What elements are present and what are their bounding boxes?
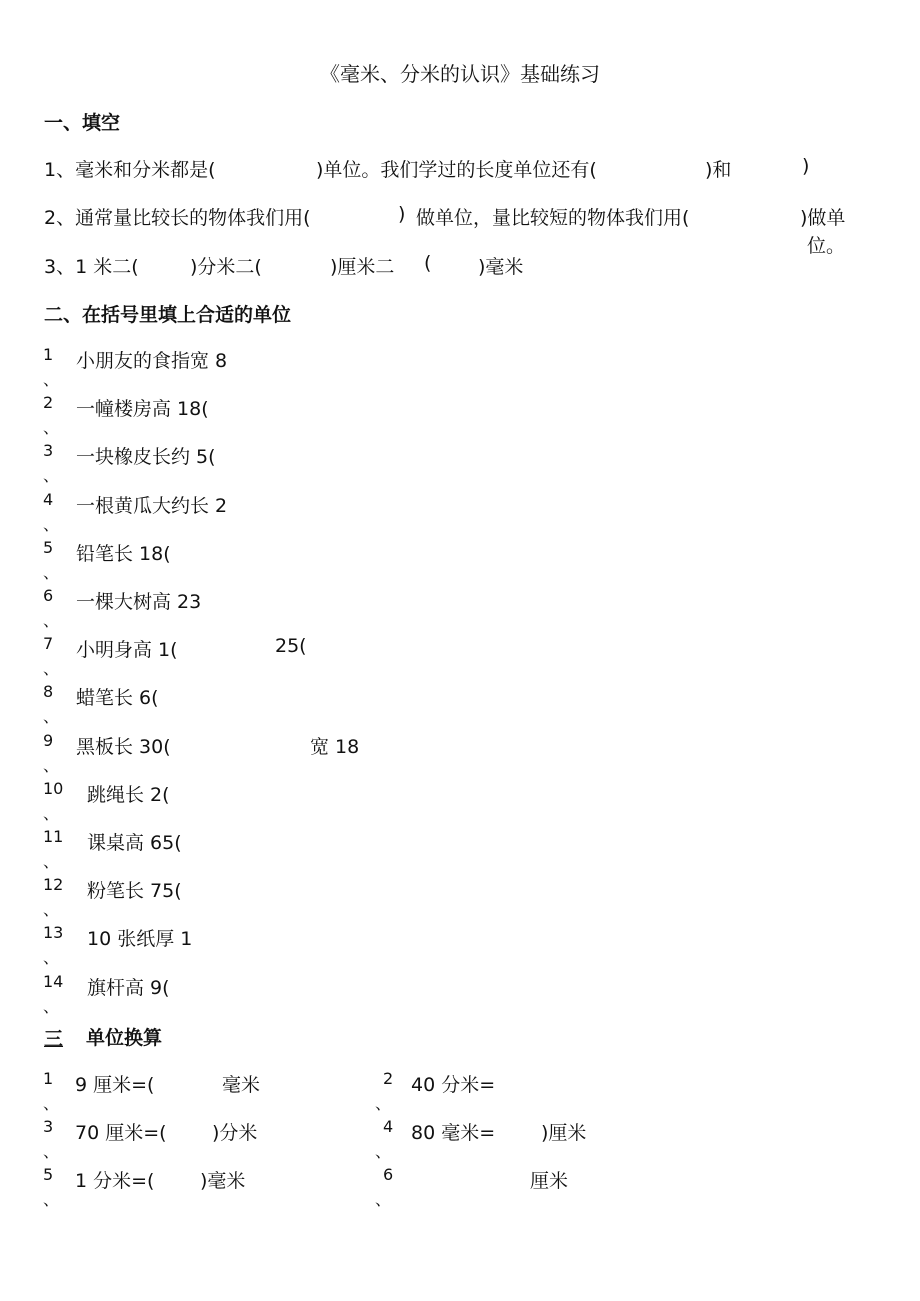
item-comma: 、 [43, 948, 60, 968]
item-number: 7 [43, 634, 54, 654]
item-unit: )厘米 [541, 1122, 587, 1144]
item-number: 3 [43, 1117, 54, 1136]
item-text: 一根黄瓜大约长 2 [76, 494, 228, 517]
item-text: 一棵大树高 23 [76, 591, 202, 613]
page-title: 《毫米、分米的认识》基础练习 [320, 62, 600, 86]
item-text: 旗杆高 9( [87, 976, 170, 999]
item-expression: 80 毫米= [411, 1122, 496, 1144]
item-expression: 1 分米=( [75, 1170, 155, 1192]
q2-part-a: 2、通常量比较长的物体我们用( [44, 207, 311, 229]
item-comma: 、 [43, 1094, 60, 1113]
item-text: 小朋友的食指宽 8 [76, 350, 228, 372]
item-comma: 、 [43, 611, 60, 630]
item-number: 1 [43, 345, 54, 364]
item-number: 11 [43, 827, 64, 846]
section2-heading: 二、在括号里填上合适的单位 [44, 304, 292, 326]
item-comma: 、 [43, 803, 60, 823]
item-text: 10 张纸厚 1 [87, 928, 193, 951]
section3-heading-num: 三 [44, 1028, 64, 1050]
item-comma: 、 [43, 1142, 60, 1161]
q2-part-e: 位。 [807, 235, 846, 257]
q2-part-b: ) [398, 203, 406, 225]
item-number: 13 [43, 923, 64, 943]
item-text: 跳绳长 2( [87, 783, 170, 806]
item-extra-text: 宽 18 [310, 735, 360, 758]
item-text: 粉笔长 75( [87, 880, 182, 903]
item-number: 2 [383, 1069, 394, 1088]
item-number: 2 [43, 393, 54, 413]
item-text: 铅笔长 18( [76, 542, 171, 565]
item-comma: 、 [43, 418, 60, 438]
item-text: 蜡笔长 6( [76, 687, 159, 710]
item-unit: )分米 [212, 1122, 258, 1144]
item-text: 一幢楼房高 18( [76, 398, 209, 421]
item-comma: 、 [43, 562, 60, 582]
q1-part-a: 1、毫米和分米都是( [44, 159, 216, 181]
item-number: 10 [43, 778, 64, 798]
item-comma: 、 [43, 514, 60, 534]
item-number: 6 [383, 1165, 394, 1184]
item-number: 6 [43, 586, 54, 605]
item-comma: 、 [43, 996, 60, 1016]
item-number: 4 [43, 489, 54, 509]
item-number: 1 [43, 1069, 54, 1088]
item-comma: 、 [43, 900, 60, 920]
item-number: 8 [43, 682, 54, 702]
q1-part-b: )单位。我们学过的长度单位还有( [316, 159, 597, 181]
item-unit: 厘米 [530, 1170, 569, 1192]
q2-part-d: )做单 [800, 207, 846, 229]
item-comma: 、 [43, 1190, 60, 1209]
item-expression: 40 分米= [411, 1074, 496, 1096]
q3-part-d: ( [424, 252, 432, 274]
item-text: 黑板长 30( [76, 735, 171, 758]
q3-part-e: )毫米 [478, 256, 524, 278]
q3-part-a: 3、1 米二( [44, 256, 139, 278]
q3-part-b: )分米二( [190, 256, 262, 278]
item-text: 课桌高 65( [87, 832, 182, 854]
item-number: 9 [43, 730, 54, 750]
item-unit: 毫米 [222, 1074, 261, 1096]
item-comma: 、 [43, 466, 60, 486]
q2-part-c: 做单位，量比较短的物体我们用( [416, 207, 690, 229]
item-comma: 、 [375, 1094, 392, 1113]
item-expression: 9 厘米=( [75, 1074, 155, 1096]
item-text: 小明身高 1( [76, 639, 178, 662]
q1-part-c: )和 [705, 159, 732, 181]
item-text: 一块橡皮长约 5( [76, 446, 216, 469]
item-number: 5 [43, 1165, 54, 1184]
item-number: 12 [43, 875, 64, 895]
item-comma: 、 [43, 659, 60, 679]
q1-part-d: ) [802, 155, 810, 177]
item-number: 4 [383, 1117, 394, 1136]
item-unit: )毫米 [200, 1170, 246, 1192]
item-number: 14 [43, 971, 64, 991]
section1-heading: 一、填空 [44, 112, 121, 134]
item-comma: 、 [43, 852, 60, 871]
item-number: 3 [43, 441, 54, 461]
section3-heading: 单位换算 [86, 1027, 163, 1049]
item-comma: 、 [375, 1142, 392, 1161]
item-number: 5 [43, 537, 54, 557]
item-comma: 、 [43, 707, 60, 727]
item-comma: 、 [375, 1190, 392, 1209]
q3-part-c: )厘米二 [330, 256, 395, 278]
item-extra-text: 25( [275, 635, 307, 658]
item-expression: 70 厘米=( [75, 1122, 167, 1144]
item-comma: 、 [43, 755, 60, 775]
item-comma: 、 [43, 370, 60, 389]
